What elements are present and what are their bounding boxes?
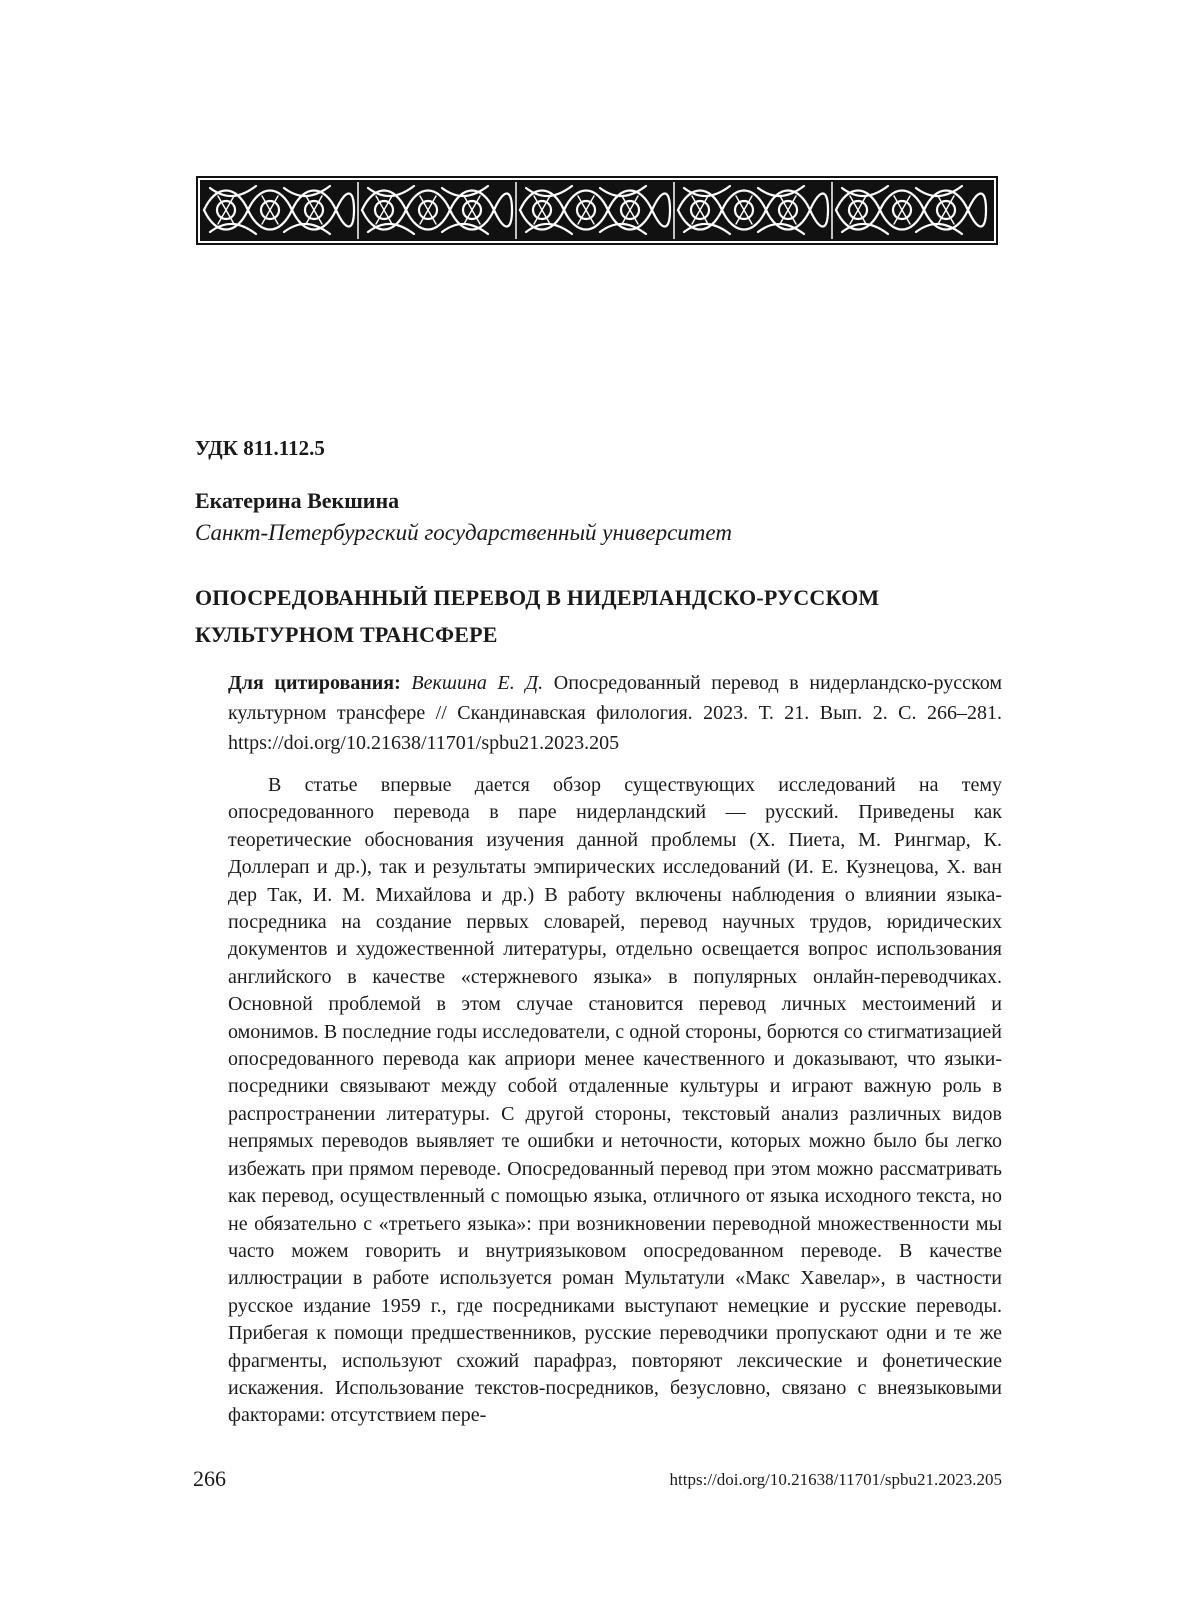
footer-doi: https://doi.org/10.21638/11701/spbu21.2023.205 xyxy=(669,1470,1002,1489)
citation-authors: Векшина Е. Д. xyxy=(411,672,544,694)
page-number: 266 xyxy=(193,1466,226,1491)
article-title-line: ОПОСРЕДОВАННЫЙ ПЕРЕВОД В НИДЕРЛАНДСКО-РУССКОМ xyxy=(195,585,880,610)
citation-label: Для цитирования: xyxy=(228,672,401,694)
abstract xyxy=(228,772,1002,1430)
article-title xyxy=(195,579,1000,653)
udk-code: УДК 811.112.5 xyxy=(195,436,325,460)
citation-block xyxy=(228,668,1002,758)
author-affiliation: Санкт-Петербургский государственный университет xyxy=(195,520,732,545)
article-title-line: КУЛЬТУРНОМ ТРАНСФЕРЕ xyxy=(195,622,498,647)
abstract-paragraph: В статье впервые дается обзор существующих исследований на тему опосредованного перевода в паре нидерландский — русский. Приведены как теоретические обоснования изучения данной проблемы (Х. Пиета, М. Рингмар, К. Доллерап и др.), так и результаты эмпирических исследований (И. Е. Кузнецова, Х. ван дер Так, И. М. Михайлова и др.) В работу включены наблюдения о влиянии языка-посредника на создание первых словарей, перевод научных трудов, юридических документов и художественной литературы, отдельно освещается вопрос использования английского в качестве «стержневого языка» в популярных онлайн-переводчиках. Основной проблемой в этом случае становится перевод личных местоимений и омонимов. В последние годы исследователи, с одной стороны, борются со стигматизацией опосредованного перевода как априори менее качественного и доказывают, что языки-посредники связывают между собой отдаленные культуры и играют важную роль в распространении литературы. С другой стороны, текстовый анализ различных видов непрямых переводов выявляет те ошибки и неточности, которых можно было бы легко избежать при прямом переводе. Опосредованный перевод при этом можно рассматривать как перевод, осуществленный с помощью языка, отличного от языка исходного текста, но не обязательно с «третьего языка»: при возникновении переводной множественности мы часто можем говорить и внутриязыковом опосредованном переводе. В качестве иллюстрации в работе используется роман Мультатули «Макс Хавелар», в частности русское издание 1959 г., где посредниками выступают немецкие и русские переводы. Прибегая к помощи предшественников, русские переводчики пропускают одни и те же фрагменты, используют схожий парафраз, повторяют лексические и фонетические искажения. Использование текстов-посредников, безусловно, связано с внеязыковыми факторами: отсутствием пере- xyxy=(228,774,1002,1427)
author-name: Екатерина Векшина xyxy=(195,488,400,513)
citation-text: Опосредованный перевод в нидерландско-русском культурном трансфере // Скандинавская филология. 2023. Т. 21. Вып. 2. С. 266–281. https://doi.org/10.21638/11701/spbu21.2023.205 xyxy=(228,672,1003,754)
knotwork-ornament-banner xyxy=(196,176,998,245)
